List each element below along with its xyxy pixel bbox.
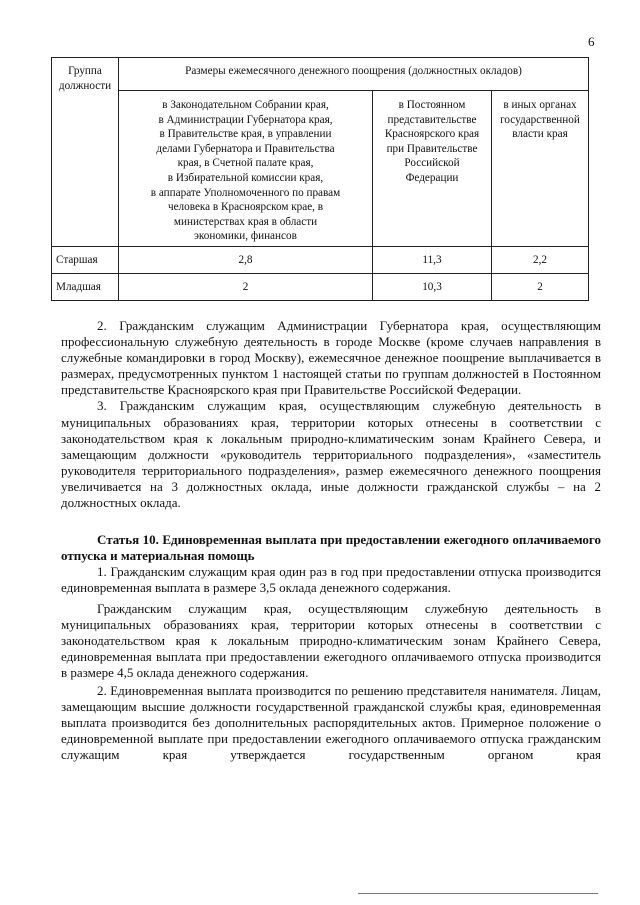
cell-value: 2,8	[119, 246, 373, 273]
sizes-header: Размеры ежемесячного денежного поощрения (должностных окладов)	[119, 58, 589, 91]
table-row	[52, 273, 589, 300]
cell-value: 2	[119, 273, 373, 300]
cell-value: 10,3	[373, 273, 492, 300]
body-text	[61, 318, 601, 763]
paragraph-art10-1: 1. Гражданским служащим края один раз в год при предоставлении отпуска производится единовременная выплата в размере 3,5 оклада денежного содержания.	[61, 564, 601, 596]
col-legislative-bodies: в Законодательном Собрании края, в Администрации Губернатора края, в Правительстве края, в управлении делами Губернатора и Правительства края, в Счетной палате края, в Избирательной комиссии края, в аппарате Уполномоченного по правам человека в Красноярском крае, в министерствах края в области экономики, финансов	[119, 91, 373, 247]
col-other-bodies: в иных органах государственной власти края	[492, 91, 589, 247]
row-label: Младшая	[52, 273, 119, 300]
table-row	[52, 246, 589, 273]
article-10-heading: Статья 10. Единовременная выплата при предоставлении ежегодного оплачиваемого отпуска и материальная помощь	[61, 532, 601, 564]
cell-value: 11,3	[373, 246, 492, 273]
footer-rule	[358, 893, 598, 894]
row-label: Старшая	[52, 246, 119, 273]
col-permanent-representation: в Постоянном представительстве Красноярского края при Правительстве Российской Федерации	[373, 91, 492, 247]
paragraph-art10-north: Гражданским служащим края, осуществляющим служебную деятельность в муниципальных образованиях края, территории которых отнесены в соответствии с законодательством края к локальным природно-климатическим зонам Крайнего Севера, единовременная выплата при предоставлении ежегодного оплачиваемого отпуска производится в размере 4,5 оклада денежного содержания.	[61, 600, 601, 680]
paragraph-3: 3. Гражданским служащим края, осуществляющим служебную деятельность в муниципальных образованиях края, территории которых отнесены в соответствии с законодательством края к локальным природно-климатическим зонам Крайнего Севера, и замещающим должности «руководитель территориального подразделения», «заместитель руководителя территориального подразделения», размер ежемесячного денежного поощрения увеличивается на 3 должностных оклада, иные должности гражданской службы – на 2 должностных оклада.	[61, 398, 601, 511]
cell-value: 2	[492, 273, 589, 300]
paragraph-2: 2. Гражданским служащим Администрации Губернатора края, осуществляющим профессиональную служебную деятельность в городе Москве (кроме случаев направления в служебные командировки в город Москву), ежемесячное денежное поощрение выплачивается в размерах, предусмотренных пунктом 1 настоящей статьи по группам должностей в Постоянном представительстве Красноярского края при Правительстве Российской Федерации.	[61, 318, 601, 398]
page-number: 6	[588, 34, 595, 49]
salary-table	[51, 57, 589, 301]
group-header: Группа должности	[52, 58, 119, 247]
paragraph-art10-2: 2. Единовременная выплата производится по решению представителя нанимателя. Лицам, замещающим высшие должности государственной гражданской службы края, единовременная выплата производится без дополнительных распорядительных актов. Примерное положение о единовременной выплате при предоставлении ежегодного оплачиваемого отпуска гражданским служащим края утверждается государственным органом края	[61, 682, 601, 763]
cell-value: 2,2	[492, 246, 589, 273]
